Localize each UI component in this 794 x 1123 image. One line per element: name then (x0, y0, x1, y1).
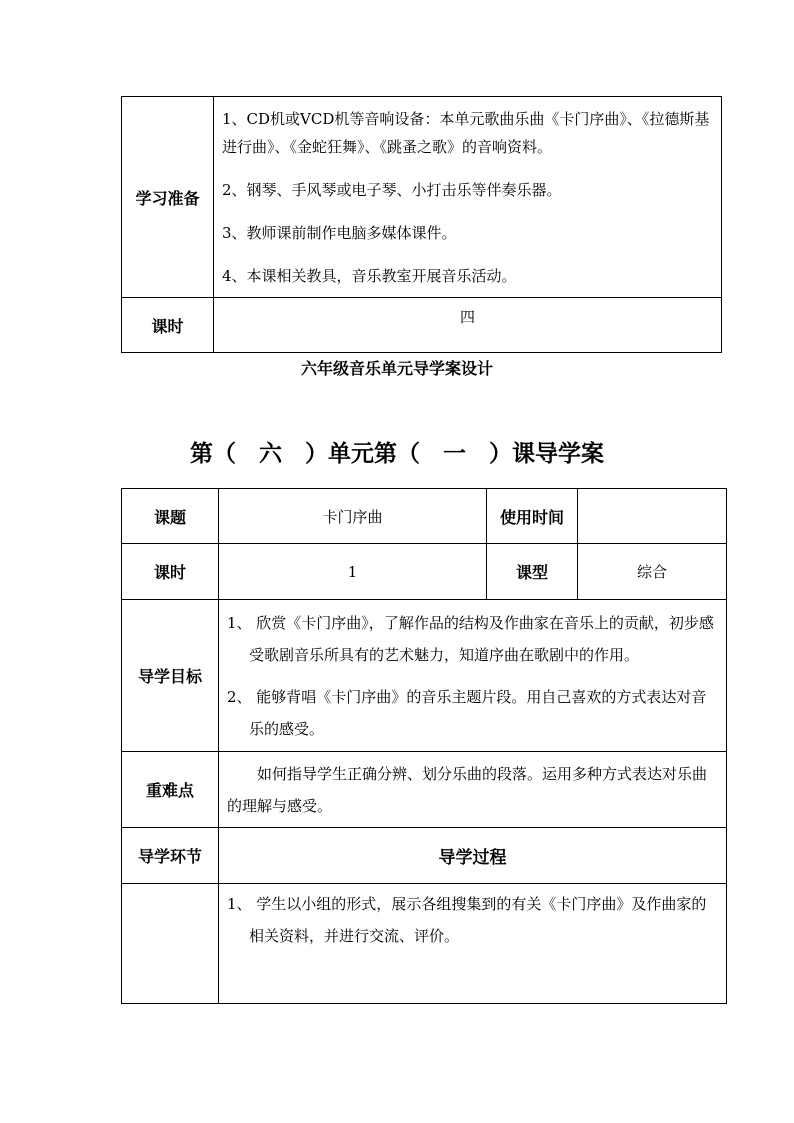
hours-label: 课时 (122, 544, 219, 600)
lesson-table (121, 488, 727, 1004)
goals-label: 导学目标 (122, 600, 219, 752)
difficulty-cell (219, 752, 727, 828)
process-label: 导学过程 (219, 828, 727, 884)
time-label: 使用时间 (487, 489, 578, 544)
time-value (578, 489, 727, 544)
process-cell (219, 884, 727, 1004)
type-label: 课型 (487, 544, 578, 600)
prep-label: 学习准备 (122, 97, 214, 298)
type-value: 综合 (578, 544, 727, 600)
document-caption: 六年级音乐单元导学案设计 (300, 359, 493, 378)
goal-item: 1、 欣赏《卡门序曲》，了解作品的结构及作曲家在音乐上的贡献，初步感受歌剧音乐所具有的艺术魅力，知道序曲在歌剧中的作用。 (227, 613, 714, 664)
prep-items (214, 97, 722, 298)
goal-item: 2、 能够背唱《卡门序曲》的音乐主题片段。用自己喜欢的方式表达对音乐的感受。 (227, 687, 707, 738)
prep-table (121, 96, 722, 353)
hours-label: 课时 (122, 298, 214, 353)
hours-value: 四 (214, 298, 722, 353)
prep-item: 2、钢琴、手风琴或电子琴、小打击乐等伴奏乐器。 (222, 180, 562, 199)
process-item: 1、 学生以小组的形式，展示各组搜集到的有关《卡门序曲》及作曲家的相关资料，并进行交流、评价。 (227, 895, 707, 945)
hours-value: 1 (219, 544, 487, 600)
step-label: 导学环节 (122, 828, 219, 884)
topic-value: 卡门序曲 (219, 489, 487, 544)
prep-item: 4、本课相关教具，音乐教室开展音乐活动。 (222, 266, 517, 285)
difficulty-text: 如何指导学生正确分辨、划分乐曲的段落。运用多种方式表达对乐曲的理解与感受。 (227, 764, 708, 815)
prep-item: 1、CD机或VCD机等音响设备：本单元歌曲乐曲《卡门序曲》、《拉德斯基进行曲》、《金蛇狂舞》、《跳蚤之歌》的音响资料。 (222, 109, 710, 156)
unit-title: 第（ 六 ）单元第（ 一 ）课导学案 (190, 441, 604, 467)
prep-item: 3、教师课前制作电脑多媒体课件。 (222, 223, 457, 242)
step-cell (122, 884, 219, 1004)
difficulty-label: 重难点 (122, 752, 219, 828)
topic-label: 课题 (122, 489, 219, 544)
goals-cell (219, 600, 727, 752)
